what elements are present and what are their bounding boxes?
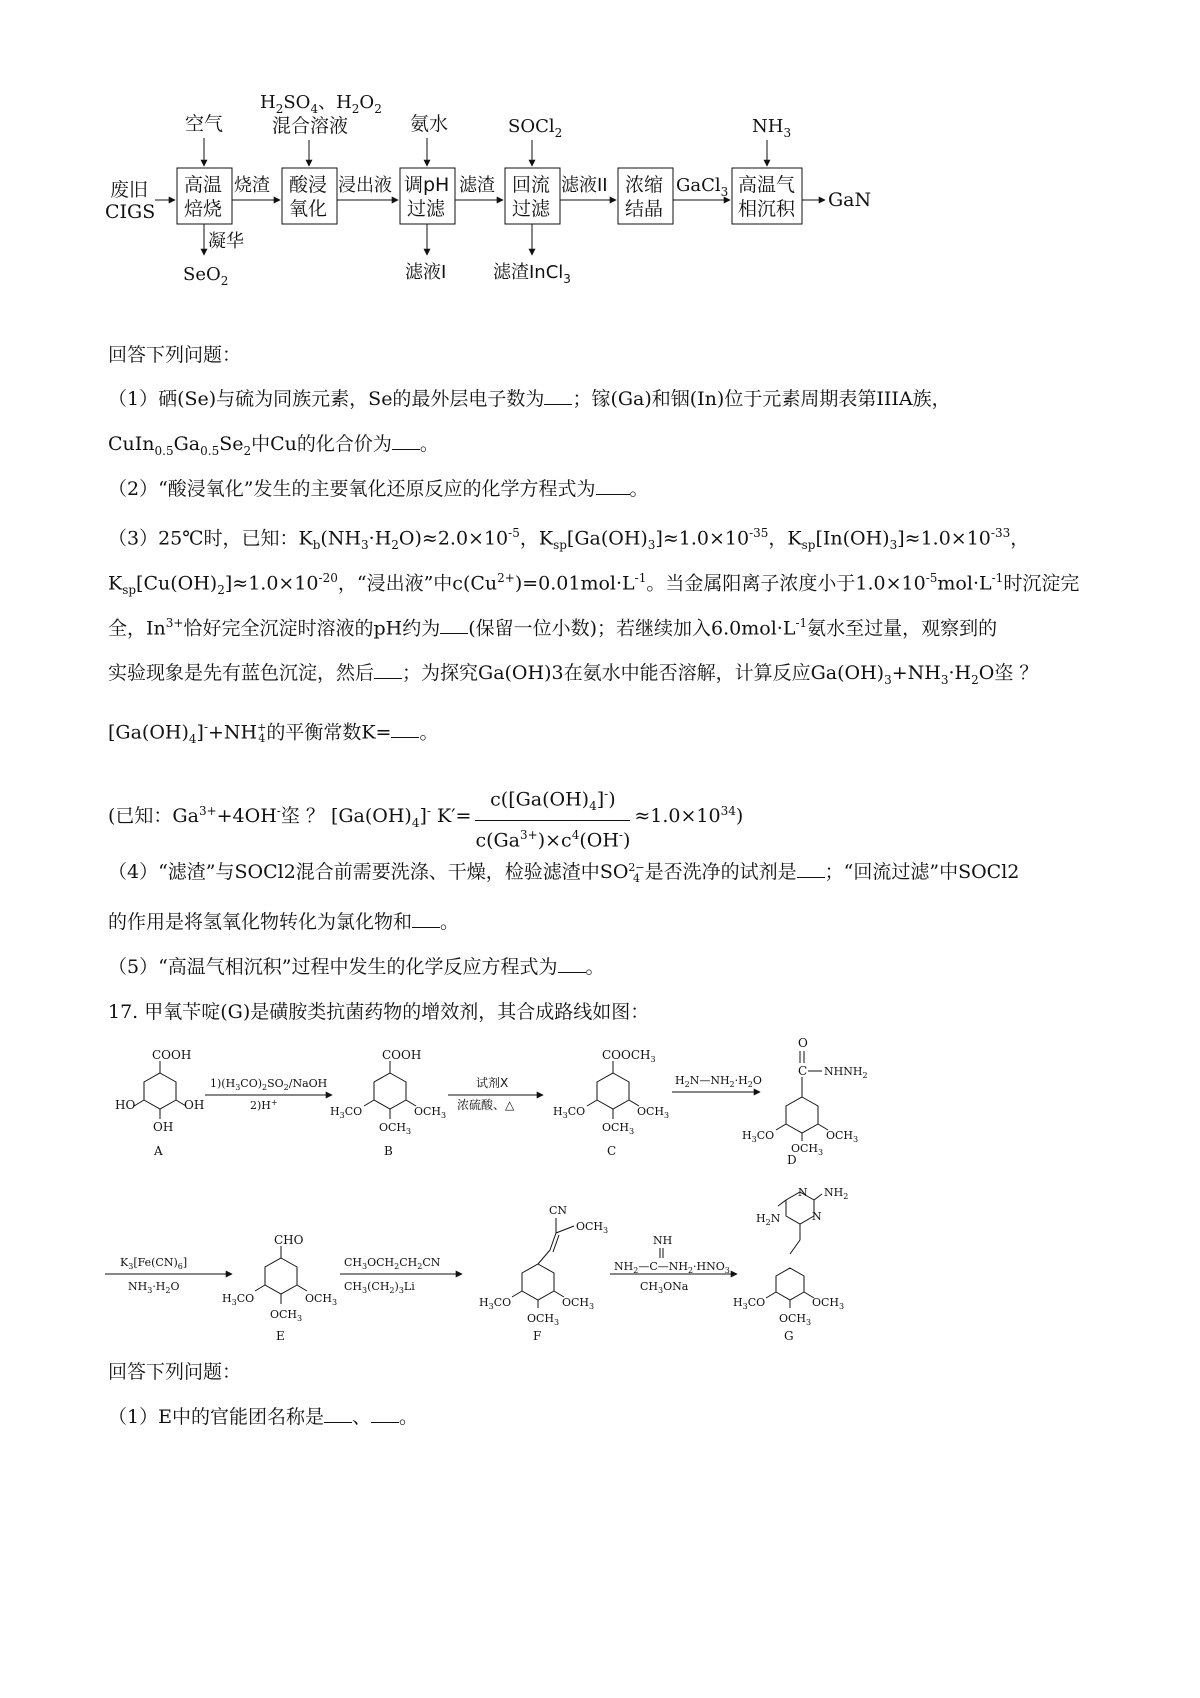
svg-text:OCH3: $OCH_3$ — [270, 1308, 303, 1323]
compound-label: A — [154, 1144, 163, 1158]
svg-text:C: C — [798, 1064, 808, 1078]
flow-reagent-label: 空气 — [185, 113, 224, 135]
answer-blank[interactable] — [392, 433, 420, 450]
flow-reagent-label: $NH_3$ — [752, 116, 792, 140]
flow-reagent-label: 混合溶液 — [272, 115, 349, 137]
svg-text:浓缩: 浓缩 — [625, 174, 664, 196]
flow-box — [282, 168, 337, 224]
svg-text:NH3·H2O: $NH_3\cdot H_2O$ — [128, 1280, 180, 1295]
answer-blank[interactable] — [374, 662, 402, 679]
svg-text:HO: HO — [115, 1098, 136, 1112]
svg-text:COOH: COOH — [152, 1048, 192, 1062]
svg-text:2)H+: 2)H+ — [250, 1098, 278, 1112]
svg-text:试剂X: 试剂X — [476, 1076, 509, 1090]
question-16-3-line5: $[Ga(OH)_4]^-+NH$ + 4 的平衡常数K= 。 — [108, 720, 439, 747]
flow-output-label: 滤液I — [405, 262, 447, 283]
compound-label: E — [276, 1329, 285, 1343]
svg-text:氧化: 氧化 — [289, 198, 328, 220]
svg-text:NH: NH — [653, 1234, 673, 1247]
compound-label: D — [787, 1153, 797, 1165]
synthesis-route-row-1 — [100, 1035, 1000, 1165]
question-17-title: 17. 甲氧苄啶(G)是磺胺类抗菌药物的增效剂，其合成路线如图： — [108, 1001, 650, 1023]
svg-text:N: N — [812, 1210, 822, 1223]
flow-box — [400, 168, 455, 224]
svg-text:过滤: 过滤 — [512, 198, 551, 220]
compound-label: G — [784, 1329, 794, 1343]
svg-text:OCH3: $OCH_3$ — [779, 1312, 812, 1327]
section-intro: 回答下列问题： — [108, 1361, 242, 1383]
svg-text:OH: OH — [153, 1120, 174, 1134]
svg-text:高温: 高温 — [184, 174, 223, 196]
svg-text:COOH: COOH — [382, 1048, 422, 1062]
svg-text:COOCH3: $COOCH_3$ — [602, 1048, 656, 1064]
answer-blank[interactable] — [596, 478, 630, 495]
svg-text:OCH3: $OCH_3$ — [812, 1296, 845, 1311]
svg-text:OCH3: $OCH_3$ — [576, 1220, 609, 1235]
answer-blank[interactable] — [558, 956, 586, 973]
svg-text:OCH3: $OCH_3$ — [414, 1105, 447, 1120]
svg-text:过滤: 过滤 — [407, 198, 446, 220]
flow-output-label: 滤渣InCl$_3$ — [493, 262, 571, 286]
svg-text:H3CO: $H_3CO$ — [553, 1105, 586, 1120]
answer-blank[interactable] — [371, 1406, 399, 1423]
question-17-1: （1）E中的官能团名称是 、 。 — [108, 1406, 418, 1428]
svg-text:调pH: 调pH — [404, 174, 450, 196]
question-16-3-line3: 全，$In^{3+}$恰好完全沉淀时溶液的pH约为 (保留一位小数)；若继续加入$6.0mol\cdot L^{-1}$氨水至过量，观察到的 — [108, 616, 998, 640]
svg-text:回流: 回流 — [512, 174, 551, 196]
svg-text:OCH3: $OCH_3$ — [602, 1121, 635, 1136]
question-16-3-line2: $K_{sp}[Cu(OH)_2]\approx 1.0\times 10^{-20}$，“浸出液”中$c(Cu^{2+})=0.01mol\cdot L^{-1}$。当金属阳离子浓度小于$1.0\times 10^{-5}mol\cdot L^{-1}$时沉淀完 — [108, 571, 1080, 598]
svg-text:O: O — [798, 1036, 808, 1050]
synthesis-route-row-2 — [100, 1178, 1000, 1358]
svg-text:相沉积: 相沉积 — [738, 198, 796, 220]
svg-text:1)(H3CO)2SO2/NaOH: $1)(H_3CO)_2SO_2$/NaOH — [210, 1077, 328, 1092]
svg-text:高温气: 高温气 — [738, 174, 796, 196]
flow-box — [732, 168, 802, 224]
answer-blank[interactable] — [440, 617, 468, 634]
svg-text:OCH3: $OCH_3$ — [562, 1296, 595, 1311]
svg-text:OH: OH — [184, 1098, 205, 1112]
svg-text:OCH3: $OCH_3$ — [305, 1292, 338, 1307]
svg-text:CH3(CH2)3Li: $CH_3(CH_2)_3Li$ — [344, 1280, 415, 1295]
answer-blank[interactable] — [797, 861, 825, 878]
svg-text:CH3OCH2CH2CN: $CH_3OCH_2CH_2CN$ — [344, 1256, 441, 1271]
svg-text:H3CO: $H_3CO$ — [479, 1296, 512, 1311]
molecule-a — [134, 1061, 186, 1119]
svg-text:H3CO: $H_3CO$ — [330, 1105, 363, 1120]
svg-text:结晶: 结晶 — [625, 198, 664, 220]
svg-text:NHNH2: $NHNH_2$ — [824, 1065, 868, 1080]
flow-output-label: 凝华 — [208, 231, 244, 252]
svg-text:NH2: $NH_2$ — [824, 1186, 849, 1201]
svg-text:H3CO: $H_3CO$ — [733, 1296, 766, 1311]
question-16-5: （5）“高温气相沉积”过程中发生的化学反应方程式为 。 — [108, 956, 605, 978]
flow-reagent-label: $H_2SO_4$、$H_2O_2$ — [260, 92, 382, 116]
svg-text:CH3ONa: $CH_3ONa$ — [640, 1280, 689, 1295]
question-16-3-line1: （3）25℃时，已知：$K_b(NH_3\cdot H_2O)\approx 2.0\times 10^{-5}$，$K_{sp}[Ga(OH)_3]\approx 1.0\times 10^{-35}$，$K_{sp}[In(OH)_3]\approx 1.0\times 10^{-33}$， — [108, 526, 1030, 553]
flow-input-label: CIGS — [105, 201, 156, 223]
flow-arrow-label: 滤渣 — [459, 175, 495, 196]
flow-output-label: SeO$_2$ — [183, 264, 229, 288]
question-16-3-given: (已知：$Ga^{3+}+4OH^-$垐 ？ $[Ga(OH)_4]^-$ K′= $\frac{c([Ga(OH)_4]^-)}{c(Ga^{3+})\times c^4(OH^-)}$ $\approx 1.0\times 10^{34}$) — [108, 782, 743, 852]
answer-blank[interactable] — [412, 911, 440, 928]
svg-text:H3CO: $H_3CO$ — [222, 1292, 255, 1307]
section-intro: 回答下列问题： — [108, 344, 242, 366]
answer-blank[interactable] — [544, 388, 572, 405]
question-16-1-line2: $CuIn_{0.5}Ga_{0.5}Se_2$中Cu的化合价为 。 — [108, 433, 439, 458]
flow-reagent-label: SOCl$_2$ — [508, 116, 563, 140]
question-16-2: （2）“酸浸氧化”发生的主要氧化还原反应的化学方程式为 。 — [108, 478, 649, 500]
svg-text:焙烧: 焙烧 — [184, 198, 223, 220]
svg-text:CHO: CHO — [274, 1233, 304, 1247]
svg-text:OCH3: $OCH_3$ — [791, 1142, 824, 1157]
flow-arrow-label: GaCl$_3$ — [676, 175, 729, 199]
svg-text:OCH3: $OCH_3$ — [826, 1129, 859, 1144]
svg-text:酸浸: 酸浸 — [289, 174, 328, 196]
flow-input-label: 废旧 — [110, 179, 149, 201]
answer-blank[interactable] — [324, 1406, 352, 1423]
flow-box — [505, 168, 560, 224]
svg-text:CN: CN — [549, 1204, 568, 1217]
compound-label: B — [384, 1144, 393, 1158]
flow-output-label: GaN — [828, 189, 872, 211]
flow-arrow-label: 烧渣 — [234, 175, 270, 196]
svg-text:K3[Fe(CN)6]: $K_3[Fe(CN)_6]$ — [120, 1256, 188, 1271]
molecule-f — [512, 1218, 574, 1308]
svg-text:H2N—NH2·H2O: $H_2N—NH_2\cdot H_2O$ — [675, 1074, 762, 1089]
svg-text:OCH3: $OCH_3$ — [527, 1312, 560, 1327]
question-16-4-line1: （4）“滤渣”与SOCl2混合前需要洗涤、干燥，检验滤渣中SO 2− 4 是否洗净的试剂是 ；“回流过滤”中SOCl2 — [108, 861, 1020, 885]
molecule-c — [587, 1061, 639, 1119]
question-16-1-line1: （1）硒(Se)与硫为同族元素，Se的最外层电子数为 ；镓(Ga)和铟(In)位于元素周期表第IIIA族， — [108, 388, 951, 410]
flow-box — [618, 168, 673, 224]
question-16-3-line4: 实验现象是先有蓝色沉淀，然后 ；为探究Ga(OH)3在氨水中能否溶解，计算反应$Ga(OH)_3+NH_3\cdot H_2O$垐 ？ — [108, 662, 1039, 687]
molecule-e — [255, 1246, 307, 1304]
svg-text:N: N — [798, 1186, 808, 1199]
equilibrium-fraction: $\frac{c([Ga(OH)_4]^-)}{c(Ga^{3+})\times c^4(OH^-)}$ — [475, 782, 630, 852]
process-flow-diagram — [100, 90, 980, 295]
svg-text:NH2—C—NH2·HNO3: $NH_2—C—NH_2\cdot HNO_3$ — [614, 1260, 730, 1275]
svg-text:OCH3: $OCH_3$ — [637, 1105, 670, 1120]
flow-reagent-label: 氨水 — [410, 113, 449, 135]
flow-arrow-label: 滤液II — [561, 175, 608, 196]
question-16-4-line2: 的作用是将氢氧化物转化为氯化物和 。 — [108, 911, 460, 933]
answer-blank[interactable] — [391, 721, 419, 738]
svg-text:浓硫酸、△: 浓硫酸、△ — [457, 1098, 515, 1112]
svg-text:H3CO: $H_3CO$ — [742, 1129, 775, 1144]
compound-label: F — [533, 1329, 542, 1343]
flow-box — [177, 168, 232, 224]
molecule-b — [364, 1061, 416, 1119]
svg-text:H2N: $H_2N$ — [756, 1212, 781, 1227]
svg-text:OCH3: $OCH_3$ — [379, 1121, 412, 1136]
flow-arrow-label: 浸出液 — [338, 175, 392, 196]
compound-label: C — [607, 1144, 617, 1158]
